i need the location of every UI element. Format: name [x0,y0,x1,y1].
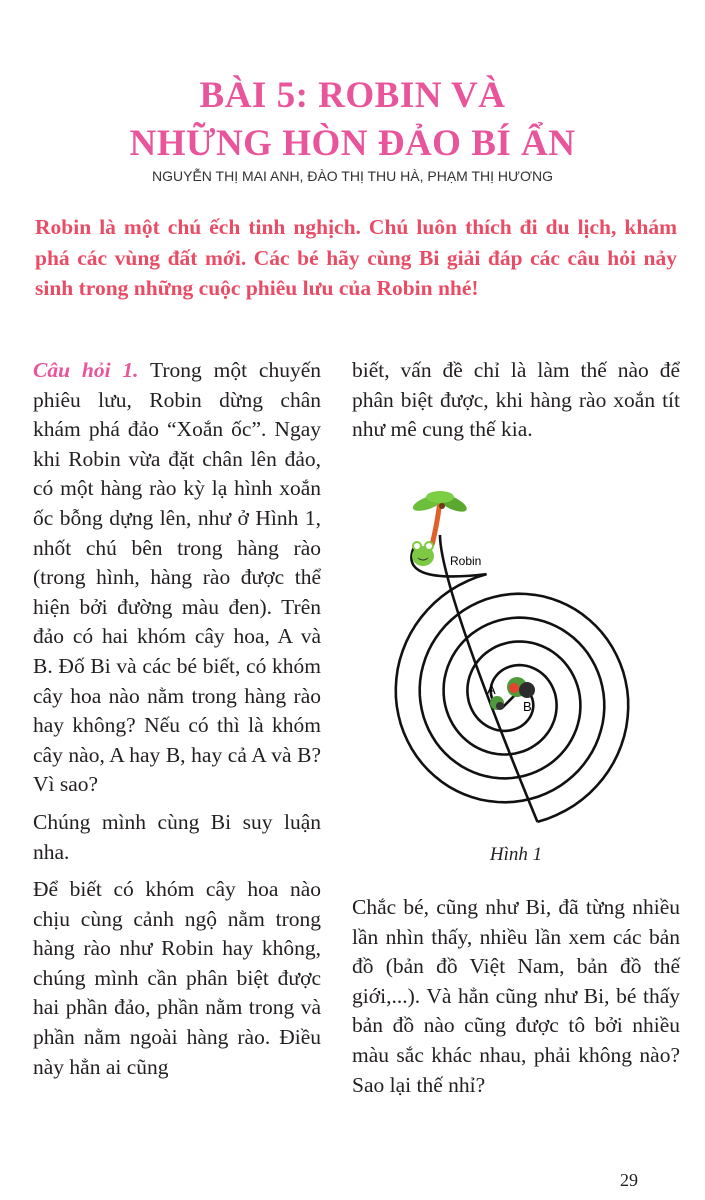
robin-label: Robin [450,554,482,568]
authors: NGUYỄN THỊ MAI ANH, ĐÀO THỊ THU HÀ, PHẠM THỊ HƯƠNG [152,168,553,184]
label-a: A [487,682,496,697]
title-line-2: NHỮNG HÒN ĐẢO BÍ ẨN [129,123,576,164]
paragraph: Chắc bé, cũng như Bi, đã từng nhiều lần nhìn thấy, nhiều lần xem các bản đồ (bản đồ Việt Nam, bản đồ thế giới,...). Và hẳn cũng như Bi, bé thấy bản đồ nào cũng được tô bởi nhiều màu sắc khác nhau, phải không nào? Sao lại thế nhỉ? [352,895,680,1097]
figure-caption: Hình 1 [489,844,543,865]
question-text: Trong một chuyến phiêu lưu, Robin dừng chân khám phá đảo “Xoắn ốc”. Ngay khi Robin vừa đặt chân lên đảo, có một hàng rào kỳ lạ hình xoắn ốc bỗng dựng lên, như ở Hình 1, nhốt chú bên trong hàng rào (trong hình, hàng rào được thể hiện bởi đường màu đen). Trên đảo có hai khóm cây hoa, A và B. Đố Bi và các bé biết, có khóm cây hoa nào nằm trong hàng rào hay không? Nếu có thì là khóm cây nào, A hay B, hay cả A và B? Vì sao? [33,358,321,797]
page-number: 29 [620,1170,638,1190]
spiral-fence-end [440,535,537,822]
spiral-fence [396,574,628,822]
frog-robin-icon [412,542,434,566]
label-b: B [523,699,532,714]
intro-paragraph: Robin là một chú ếch tinh nghịch. Chú luôn thích đi du lịch, khám phá các vùng đất mới. Các bé hãy cùng Bi giải đáp các câu hỏi nảy sinh trong những cuộc phiêu lưu của Robin nhé! [35,215,677,300]
right-column-bottom [352,893,680,1108]
paragraph: Để biết có khóm cây hoa nào chịu cùng cảnh ngộ nằm trong hàng rào như Robin hay không, chúng mình cần phân biệt được hai phần đảo, phần nằm trong và phần nằm ngoài hàng rào. Điều này hẳn ai cũng [33,877,321,1079]
title-line-1: BÀI 5: ROBIN VÀ [199,75,506,116]
paragraph: Chúng mình cùng Bi suy luận nha. [33,809,321,864]
question-label: Câu hỏi 1. [33,358,139,382]
paragraph: biết, vấn đề chỉ là làm thế nào để phân biệt được, khi hàng rào xoắn tít như mê cung thế kia. [352,358,680,442]
